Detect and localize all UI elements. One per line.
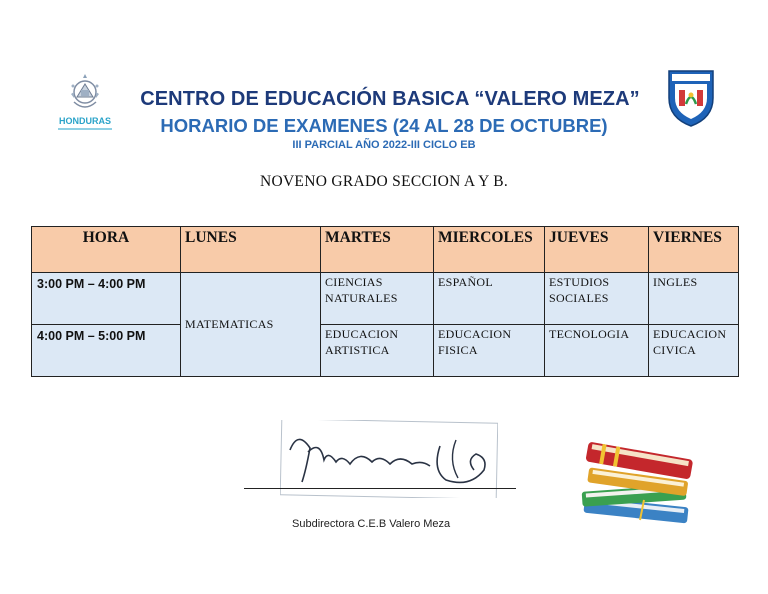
miercoles-cell — [434, 273, 545, 325]
header-martes: MARTES — [321, 227, 434, 273]
header-hora: HORA — [32, 227, 181, 273]
subject-line: ARTISTICA — [325, 343, 390, 357]
subject-line: EDUCACION — [438, 327, 512, 341]
signature-line — [244, 488, 516, 489]
table-row — [32, 325, 739, 377]
jueves-cell — [545, 325, 649, 377]
school-name — [0, 88, 768, 111]
period-subtitle: III PARCIAL AÑO 2022-III CICLO EB — [292, 139, 476, 151]
header-miercoles: MIERCOLES — [434, 227, 545, 273]
schedule-title: HORARIO DE EXAMENES (24 AL 28 DE OCTUBRE) — [160, 115, 608, 136]
exam-schedule-table — [31, 226, 739, 377]
header-lunes: LUNES — [181, 227, 321, 273]
time-cell: 3:00 PM – 4:00 PM — [32, 273, 181, 325]
table-header-row — [32, 227, 739, 273]
subject-line: SOCIALES — [549, 291, 609, 305]
miercoles-cell — [434, 325, 545, 377]
subject-line: CIENCIAS — [325, 275, 383, 289]
subject-line: INGLES — [653, 275, 698, 289]
subject-line: ESPAÑOL — [438, 275, 494, 289]
martes-cell — [321, 325, 434, 377]
table-row — [32, 273, 739, 325]
subject-line: ESTUDIOS — [549, 275, 610, 289]
school-name-text: CENTRO DE EDUCACIÓN BASICA “VALERO MEZA” — [140, 88, 640, 110]
signature-caption: Subdirectora C.E.B Valero Meza — [292, 518, 451, 530]
subject-line: EDUCACION — [325, 327, 399, 341]
honduras-logo-text: HONDURAS — [58, 116, 111, 126]
viernes-cell — [649, 273, 739, 325]
signature-image — [280, 420, 498, 498]
subject-line: TECNOLOGIA — [549, 327, 630, 341]
header-jueves: JUEVES — [545, 227, 649, 273]
subject-line: NATURALES — [325, 291, 398, 305]
subject-line: FISICA — [438, 343, 478, 357]
grade-section-heading: NOVENO GRADO SECCION A Y B. — [259, 173, 509, 190]
jueves-cell — [545, 273, 649, 325]
martes-cell — [321, 273, 434, 325]
lunes-cell: MATEMATICAS — [181, 273, 321, 377]
header-viernes: VIERNES — [649, 227, 739, 273]
viernes-cell — [649, 325, 739, 377]
subject-line: EDUCACION — [653, 327, 727, 341]
books-stack-icon — [574, 440, 698, 528]
time-cell: 4:00 PM – 5:00 PM — [32, 325, 181, 377]
subject-line: CIVICA — [653, 343, 697, 357]
